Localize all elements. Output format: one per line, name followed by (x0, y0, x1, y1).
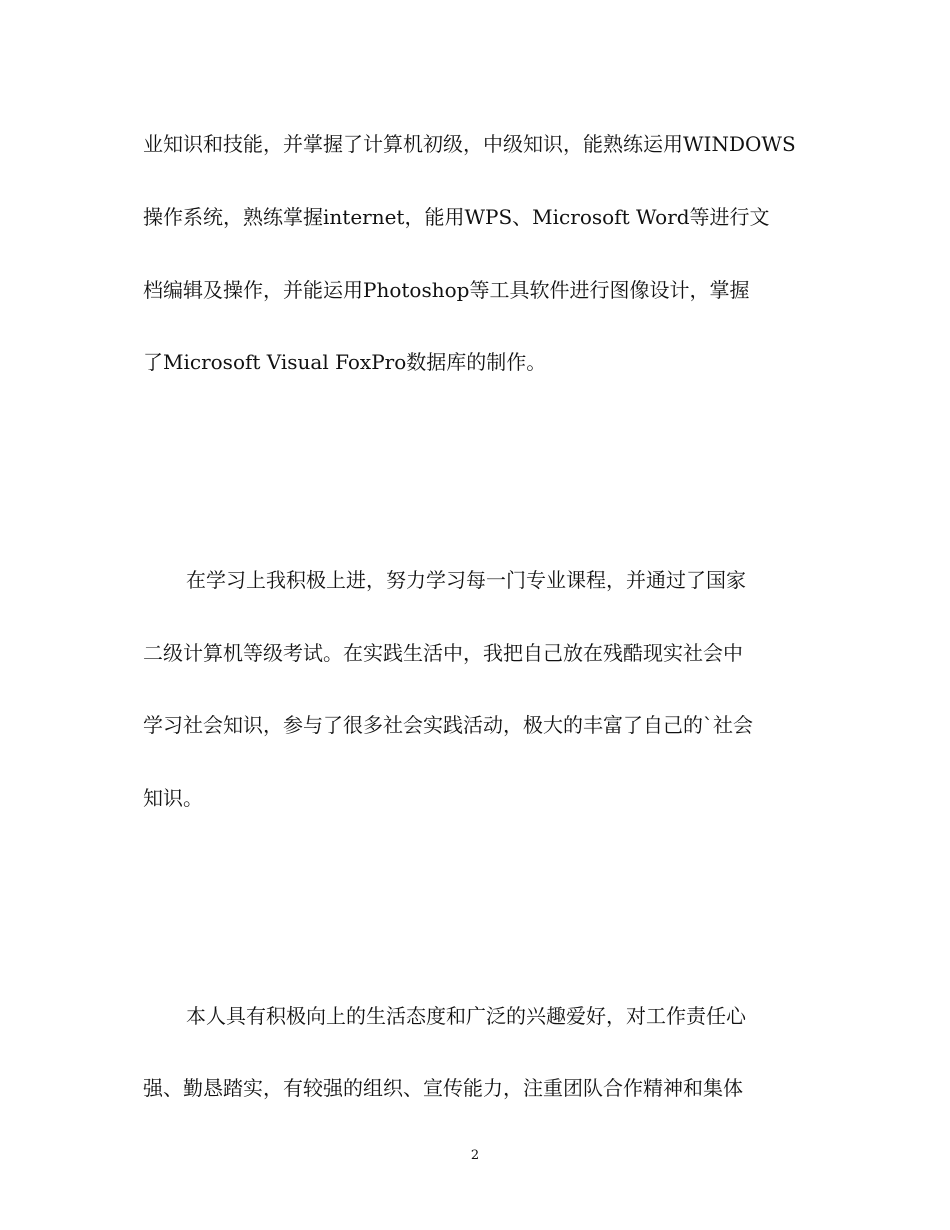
paragraph-line: 知识。 (143, 786, 203, 810)
page-number: 2 (470, 1148, 480, 1163)
paragraph-line: 学习社会知识，参与了很多社会实践活动，极大的丰富了自己的`社会 (143, 713, 753, 737)
paragraph-line: 档编辑及操作，并能运用Photoshop等工具软件进行图像设计，掌握 (143, 278, 750, 302)
paragraph-line: 二级计算机等级考试。在实践生活中，我把自己放在残酷现实社会中 (143, 641, 743, 665)
paragraph-line: 了Microsoft Visual FoxPro数据库的制作。 (143, 350, 547, 374)
paragraph-line: 业知识和技能，并掌握了计算机初级，中级知识，能熟练运用WINDOWS (143, 132, 796, 156)
paragraph-line: 强、勤恳踏实，有较强的组织、宣传能力，注重团队合作精神和集体 (143, 1076, 743, 1100)
paragraph-line: 本人具有积极向上的生活态度和广泛的兴趣爱好，对工作责任心 (186, 1004, 746, 1028)
paragraph-line: 在学习上我积极上进，努力学习每一门专业课程，并通过了国家 (186, 568, 746, 592)
paragraph-line: 操作系统，熟练掌握internet，能用WPS、Microsoft Word等进行文 (143, 205, 770, 229)
